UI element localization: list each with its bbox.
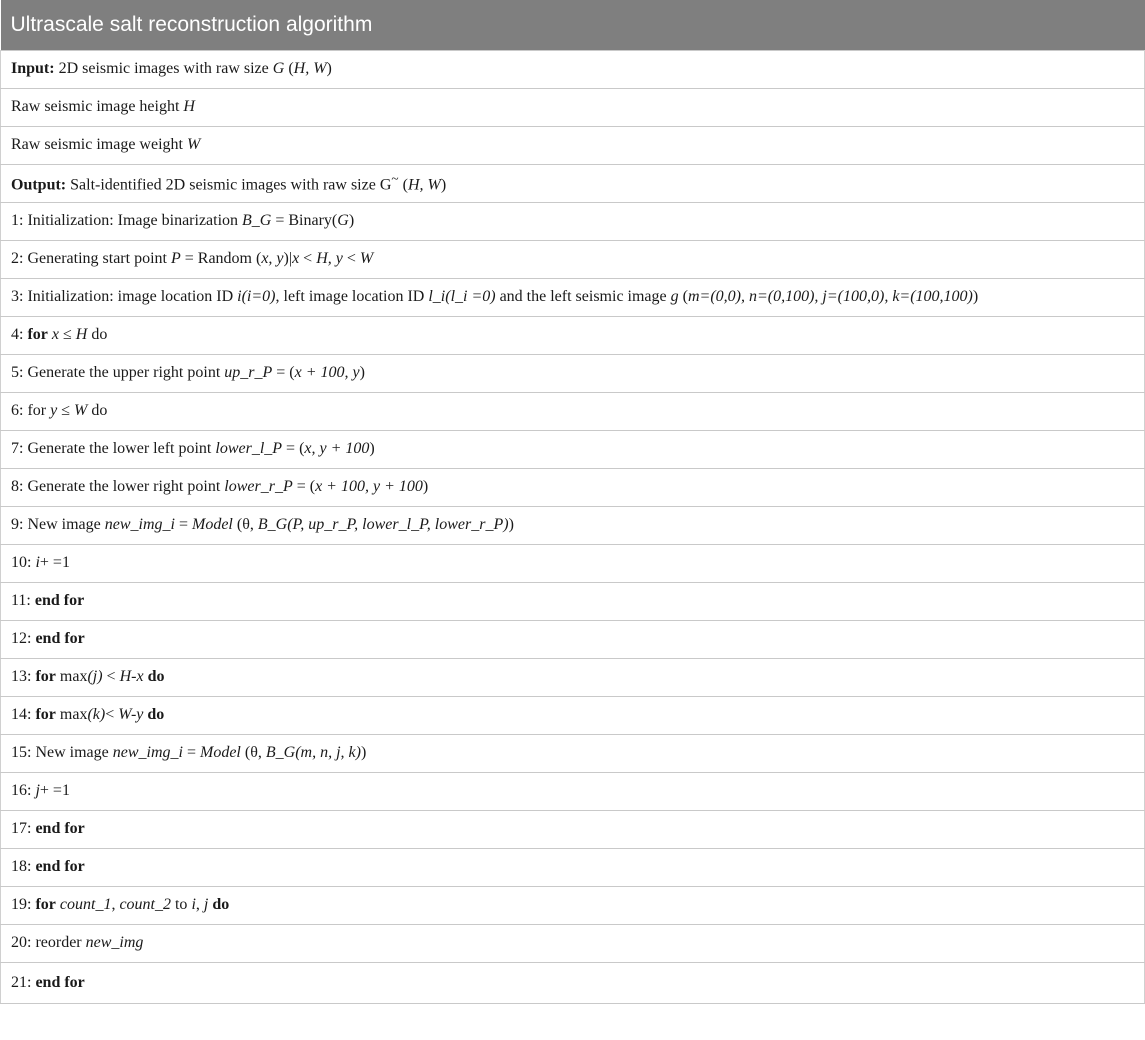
step-text-segment: 14: — [11, 706, 36, 723]
step-text-segment: ≤ — [59, 326, 76, 343]
algorithm-step-cell — [1, 278, 1145, 316]
step-text-segment: (θ, — [232, 516, 258, 533]
step-text-segment: 20: reorder — [11, 934, 86, 951]
step-text-segment: , left image location ID — [275, 288, 429, 305]
algorithm-step-cell — [1, 696, 1145, 734]
algorithm-step-row — [1, 164, 1145, 202]
step-text-segment: ) — [972, 288, 979, 305]
step-text-segment: x + 100, y — [294, 364, 360, 381]
algorithm-step-cell — [1, 126, 1145, 164]
step-text-segment: ~ — [391, 171, 399, 187]
step-text-segment: for — [35, 896, 56, 913]
step-text-segment: 12: — [11, 630, 36, 647]
step-text-segment: do — [212, 896, 230, 913]
algorithm-step-row — [1, 544, 1145, 582]
step-text-segment: G — [337, 212, 349, 229]
step-text-segment: 8: Generate the lower right point — [11, 478, 225, 495]
algorithm-step-row — [1, 848, 1145, 886]
step-text-segment: l_i(l_i =0) — [428, 288, 496, 305]
algorithm-step-row — [1, 924, 1145, 962]
step-text-segment: (j) — [87, 668, 103, 685]
step-text-segment: x — [292, 250, 300, 267]
step-text-segment: < — [299, 250, 317, 267]
algorithm-steps — [1, 50, 1145, 1003]
step-text-segment: end for — [35, 820, 85, 837]
algorithm-step-row — [1, 810, 1145, 848]
algorithm-step-row — [1, 278, 1145, 316]
step-text-segment: ) — [348, 212, 355, 229]
step-text-segment: do — [147, 706, 165, 723]
step-text-segment: m=(0,0), n=(0,100), j=(100,0), k=(100,100) — [687, 288, 973, 305]
step-text-segment: = Binary( — [271, 212, 338, 229]
step-text-segment: < — [102, 668, 120, 685]
step-text-segment: ( — [678, 288, 688, 305]
step-text-segment: B_G(m, n, j, k) — [265, 744, 361, 761]
step-text-segment: x — [51, 326, 59, 343]
step-text-segment: ) — [359, 364, 365, 381]
step-text-segment: 3: Initialization: image location ID — [11, 288, 238, 305]
algorithm-step-row — [1, 620, 1145, 658]
algorithm-step-cell — [1, 658, 1145, 696]
step-text-segment: ( — [398, 176, 408, 194]
step-text-segment: do — [87, 402, 108, 419]
step-text-segment: ) — [369, 440, 375, 457]
algorithm-step-row — [1, 582, 1145, 620]
step-text-segment: for — [27, 326, 48, 343]
step-text-segment: count_1 — [59, 896, 112, 913]
step-text-segment: up_r_P — [224, 364, 273, 381]
step-text-segment: 21: — [11, 973, 36, 991]
step-text-segment: W-y — [118, 706, 144, 723]
step-text-segment: H, y — [316, 250, 343, 267]
step-text-segment: max — [55, 706, 88, 723]
step-text-segment: 2D seismic images with raw size — [54, 60, 273, 77]
step-text-segment: 4: — [11, 326, 28, 343]
step-text-segment: for — [35, 706, 56, 723]
step-text-segment: max — [55, 668, 88, 685]
algorithm-step-cell — [1, 620, 1145, 658]
algorithm-table-head — [1, 0, 1145, 50]
step-text-segment: H-x — [119, 668, 144, 685]
step-text-segment: Input: — [11, 60, 55, 77]
algorithm-step-cell — [1, 506, 1145, 544]
step-text-segment: ( — [284, 60, 294, 77]
step-text-segment: j — [35, 782, 40, 799]
header-row — [1, 0, 1145, 50]
algorithm-step-cell — [1, 50, 1145, 88]
step-text-segment: end for — [34, 592, 85, 609]
algorithm-step-row — [1, 734, 1145, 772]
step-text-segment: new_img_i — [104, 516, 175, 533]
algorithm-step-row — [1, 696, 1145, 734]
step-text-segment: j — [203, 896, 209, 913]
step-text-segment: = Random ( — [180, 250, 262, 267]
algorithm-step-cell — [1, 924, 1145, 962]
step-text-segment: (θ, — [240, 744, 266, 761]
step-text-segment: Salt-identified 2D seismic images with raw size G — [66, 176, 392, 194]
step-text-segment: W — [74, 402, 88, 419]
step-text-segment: new_img_i — [112, 744, 183, 761]
step-text-segment: = ( — [292, 478, 316, 495]
step-text-segment: Model — [192, 516, 233, 533]
step-text-segment: do — [147, 668, 165, 685]
step-text-segment: y — [50, 402, 58, 419]
step-text-segment: 5: Generate the upper right point — [11, 364, 225, 381]
algorithm-step-cell — [1, 202, 1145, 240]
step-text-segment: 18: — [11, 858, 36, 875]
step-text-segment: = — [182, 744, 200, 761]
step-text-segment: 17: — [11, 820, 36, 837]
step-text-segment: for — [35, 668, 56, 685]
step-text-segment: 10: — [11, 554, 36, 571]
step-text-segment: 16: — [11, 782, 36, 799]
algorithm-title: Ultrascale salt reconstruction algorithm — [1, 0, 1145, 50]
step-text-segment: 19: — [11, 896, 36, 913]
step-text-segment: 15: New image — [11, 744, 113, 761]
step-text-segment: Model — [200, 744, 241, 761]
step-text-segment: H, W — [407, 176, 441, 194]
step-text-segment: < — [342, 250, 360, 267]
step-text-segment: 7: Generate the lower left point — [11, 440, 216, 457]
step-text-segment: ) — [508, 516, 514, 533]
step-text-segment: W — [359, 250, 374, 267]
algorithm-step-row — [1, 506, 1145, 544]
step-text-segment: Output: — [11, 176, 67, 194]
algorithm-step-row — [1, 88, 1145, 126]
step-text-segment: , — [195, 896, 204, 913]
step-text-segment: and the left seismic image — [495, 288, 671, 305]
step-text-segment: 1: Initialization: Image binarization — [11, 212, 243, 229]
step-text-segment: end for — [35, 973, 85, 991]
step-text-segment: 6: for — [11, 402, 51, 419]
step-text-segment: ≤ — [57, 402, 74, 419]
step-text-segment: g — [670, 288, 679, 305]
algorithm-step-row — [1, 962, 1145, 1003]
step-text-segment: ) — [422, 478, 429, 495]
step-text-segment: , — [111, 896, 120, 913]
step-text-segment: + =1 — [39, 782, 70, 799]
algorithm-step-cell — [1, 886, 1145, 924]
algorithm-step-row — [1, 772, 1145, 810]
algorithm-step-row — [1, 886, 1145, 924]
step-text-segment: x, y — [261, 250, 284, 267]
step-text-segment: H — [75, 326, 88, 343]
step-text-segment: Raw seismic image weight — [11, 136, 187, 153]
step-text-segment: end for — [35, 858, 85, 875]
step-text-segment: x, y + 100 — [304, 440, 370, 457]
step-text-segment: )| — [283, 250, 293, 267]
algorithm-step-row — [1, 240, 1145, 278]
algorithm-step-cell — [1, 354, 1145, 392]
step-text-segment: to — [170, 896, 192, 913]
step-text-segment: end for — [35, 630, 85, 647]
step-text-segment: = — [174, 516, 192, 533]
algorithm-step-cell — [1, 468, 1145, 506]
algorithm-step-cell — [1, 88, 1145, 126]
algorithm-step-cell — [1, 392, 1145, 430]
algorithm-step-row — [1, 316, 1145, 354]
algorithm-step-cell — [1, 772, 1145, 810]
step-text-segment: + =1 — [39, 554, 70, 571]
algorithm-step-cell — [1, 848, 1145, 886]
step-text-segment: = ( — [272, 364, 295, 381]
algorithm-step-cell — [1, 164, 1145, 202]
algorithm-step-cell — [1, 810, 1145, 848]
step-text-segment: G — [272, 60, 285, 77]
algorithm-step-cell — [1, 544, 1145, 582]
step-text-segment: P — [170, 250, 181, 267]
step-text-segment: 2: Generating start point — [11, 250, 171, 267]
step-text-segment: (k) — [87, 706, 106, 723]
step-text-segment: new_img — [85, 934, 144, 951]
step-text-segment: lower_r_P — [224, 478, 293, 495]
algorithm-step-row — [1, 658, 1145, 696]
algorithm-step-row — [1, 430, 1145, 468]
step-text-segment: < — [105, 706, 119, 723]
step-text-segment: i — [35, 554, 40, 571]
step-text-segment: do — [87, 326, 108, 343]
step-text-segment: x + 100, y + 100 — [315, 478, 423, 495]
algorithm-step-cell — [1, 962, 1145, 1003]
algorithm-step-cell — [1, 582, 1145, 620]
algorithm-step-row — [1, 202, 1145, 240]
step-text-segment: ) — [360, 744, 367, 761]
step-text-segment: 9: New image — [11, 516, 105, 533]
algorithm-step-row — [1, 392, 1145, 430]
algorithm-step-row — [1, 354, 1145, 392]
algorithm-step-cell — [1, 240, 1145, 278]
step-text-segment: B_G(P, up_r_P, lower_l_P, lower_r_P) — [257, 516, 509, 533]
step-text-segment: lower_l_P — [215, 440, 283, 457]
algorithm-step-cell — [1, 430, 1145, 468]
step-text-segment: i(i=0) — [237, 288, 276, 305]
algorithm-step-row — [1, 50, 1145, 88]
algorithm-step-cell — [1, 316, 1145, 354]
algorithm-step-row — [1, 468, 1145, 506]
step-text-segment: Raw seismic image height — [11, 98, 184, 115]
step-text-segment: H — [183, 98, 195, 115]
step-text-segment: ) — [326, 60, 332, 77]
algorithm-step-row — [1, 126, 1145, 164]
step-text-segment: count_2 — [119, 896, 171, 913]
step-text-segment: = ( — [282, 440, 305, 457]
step-text-segment: ) — [440, 176, 447, 194]
step-text-segment: B_G — [242, 212, 272, 229]
step-text-segment: W — [186, 136, 201, 153]
step-text-segment: 13: — [11, 668, 36, 685]
step-text-segment: i — [191, 896, 196, 913]
step-text-segment: 11: — [11, 592, 35, 609]
step-text-segment: H, W — [293, 60, 327, 77]
algorithm-step-cell — [1, 734, 1145, 772]
